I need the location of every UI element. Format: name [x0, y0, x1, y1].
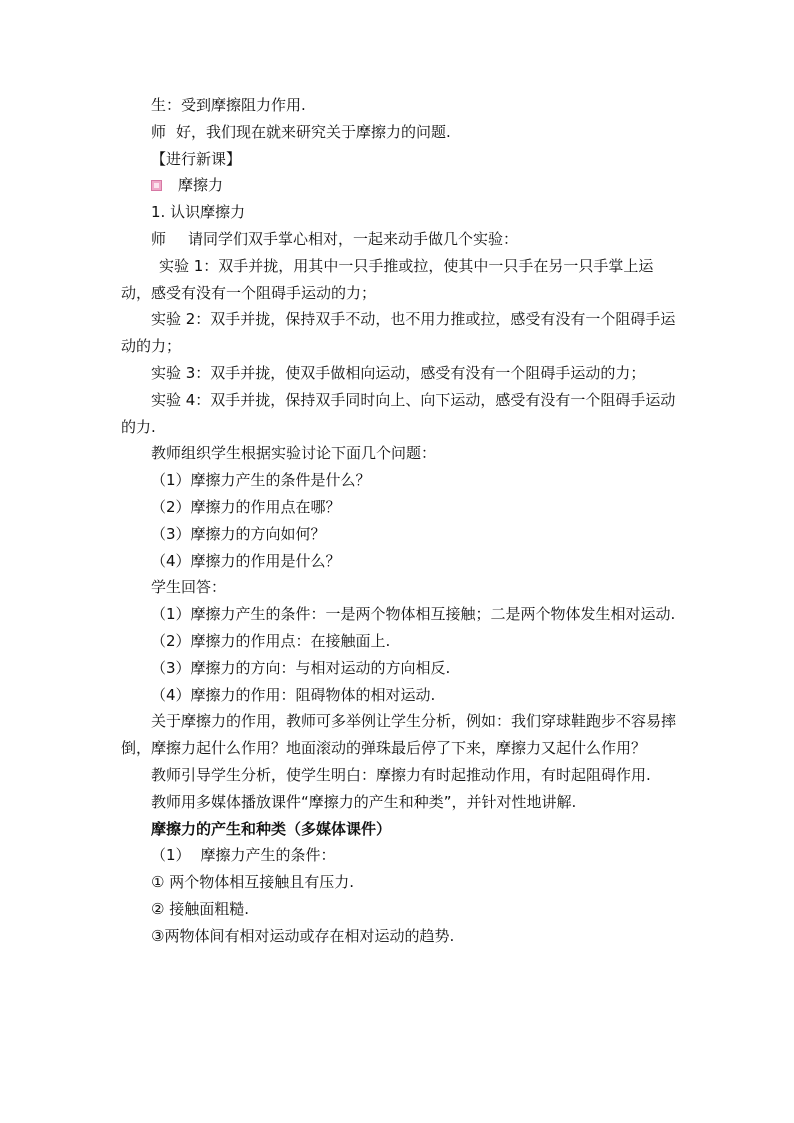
- teacher-speech: 请同学们双手掌心相对，一起来动手做几个实验：: [188, 229, 519, 248]
- experiment-2: 实验 2：双手并拢，保持双手不动，也不用力推或拉，感受有没有一个阻碍手运动的力；: [121, 310, 676, 356]
- media-icon: [151, 180, 162, 191]
- speaker-label: 师: [151, 122, 167, 141]
- condition-number: （1）: [151, 846, 191, 865]
- topic-label: 摩擦力: [178, 176, 224, 195]
- line-teacher-intro: [121, 119, 681, 146]
- answer-2: （2）摩擦力的作用点：在接触面上.: [151, 631, 391, 650]
- answer-1: （1）摩擦力产生的条件：一是两个物体相互接触；二是两个物体发生相对运动.: [151, 605, 676, 624]
- subsection-title: 1. 认识摩擦力: [151, 203, 246, 222]
- condition-1: ① 两个物体相互接触且有压力.: [151, 873, 354, 892]
- document-body: [121, 92, 681, 950]
- experiment-3: 实验 3：双手并拢，使双手做相向运动，感受有没有一个阻碍手运动的力；: [151, 363, 646, 382]
- question-3: （3）摩擦力的方向如何？: [151, 524, 326, 543]
- paragraph-examples: 关于摩擦力的作用，教师可多举例让学生分析，例如：我们穿球鞋跑步不容易摔倒，摩擦力起什么作用？地面滚动的弹珠最后停了下来，摩擦力又起什么作用？: [121, 712, 677, 758]
- condition-label: 摩擦力产生的条件：: [200, 846, 336, 865]
- line-student-answer: 生：受到摩擦阻力作用.: [151, 96, 306, 114]
- student-answer-label: 学生回答：: [151, 578, 227, 597]
- question-2: （2）摩擦力的作用点在哪？: [151, 497, 341, 516]
- paragraph-conclusion: 教师引导学生分析，使学生明白：摩擦力有时起推动作用，有时起阻碍作用.: [151, 765, 651, 784]
- speaker-label: 师: [151, 229, 167, 248]
- teacher-speech: 好，我们现在就来研究关于摩擦力的问题.: [176, 122, 451, 141]
- answer-3: （3）摩擦力的方向：与相对运动的方向相反.: [151, 658, 451, 677]
- paragraph-multimedia: 教师用多媒体播放课件“摩擦力的产生和种类”，并针对性地讲解.: [151, 792, 577, 811]
- section-new-lesson: 【进行新课】: [151, 149, 242, 168]
- answer-4: （4）摩擦力的作用：阻碍物体的相对运动.: [151, 685, 436, 704]
- condition-title: [121, 842, 681, 869]
- line-teacher-instruction: [121, 226, 681, 253]
- question-4: （4）摩擦力的作用是什么？: [151, 551, 341, 570]
- section-heading: 摩擦力的产生和种类（多媒体课件）: [151, 819, 392, 838]
- experiment-1: 实验 1：双手并拢，用其中一只手推或拉，使其中一只手在另一只手掌上运动，感受有没有一个阻碍手运动的力；: [121, 256, 654, 302]
- topic-friction: [121, 172, 681, 199]
- discussion-intro: 教师组织学生根据实验讨论下面几个问题：: [151, 444, 437, 463]
- condition-2: ② 接触面粗糙.: [151, 899, 249, 918]
- question-1: （1）摩擦力产生的条件是什么？: [151, 471, 371, 490]
- experiment-4: 实验 4：双手并拢，保持双手同时向上、向下运动，感受有没有一个阻碍手运动的力.: [121, 390, 676, 436]
- condition-3: ③两物体间有相对运动或存在相对运动的趋势.: [151, 926, 455, 945]
